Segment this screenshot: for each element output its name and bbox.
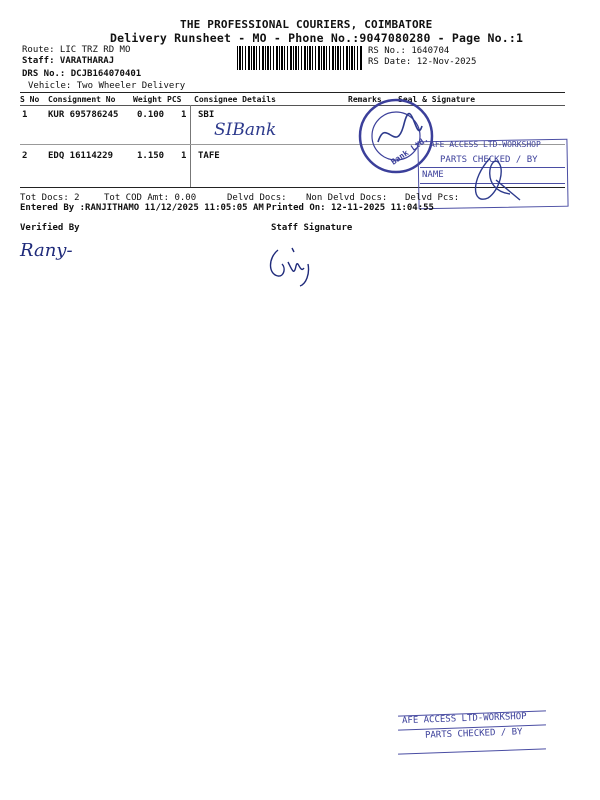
runsheet-title: Delivery Runsheet - MO - Phone No.:9047080280 - Page No.:1 [110, 31, 524, 45]
vehicle-text: Vehicle: Two Wheeler Delivery [28, 81, 186, 91]
col-remarks: Remarks [348, 95, 382, 104]
bottom-stamp-line1: AFE ACCESS LTD-WORKSHOP [401, 711, 527, 727]
total-docs: Tot Docs: 2 [20, 193, 80, 203]
row1-handwritten-note: SIBank [214, 120, 277, 140]
company-name: THE PROFESSIONAL COURIERS, COIMBATORE [180, 18, 433, 31]
bottom-stamp-line2: PARTS CHECKED / BY [424, 727, 523, 741]
col-consignment: Consignment No [48, 95, 116, 104]
delivered-pcs: Delvd Pcs: [405, 193, 460, 203]
table-header-rule [20, 105, 565, 106]
row2-pcs: 1 [181, 151, 187, 161]
row1-weight: 0.100 [137, 110, 165, 120]
tafe-stamp-line2: PARTS CHECKED / BY [440, 155, 538, 165]
row2-consignment: EDQ 16114229 [48, 151, 114, 161]
rs-number: RS No.: 1640704 [368, 46, 450, 56]
row1-sno: 1 [22, 110, 28, 120]
verified-by-label: Verified By [20, 223, 80, 233]
barcode [237, 46, 363, 70]
row1-consignee: SBI [198, 110, 215, 120]
col-divider [190, 105, 191, 187]
total-cod-amount: Tot COD Amt: 0.00 [104, 193, 197, 203]
entered-by: Entered By :RANJITHAMO 11/12/2025 11:05:05 AM [20, 203, 264, 213]
staff-text: Staff: VARATHARAJ [22, 56, 115, 66]
row2-consignee: TAFE [198, 151, 220, 161]
staff-signature [266, 240, 326, 290]
bottom-stamp-rule [398, 748, 546, 754]
bank-seal-text: Bank Ltd. [389, 134, 431, 167]
route-text: Route: LIC TRZ RD MO [22, 45, 131, 55]
verified-by-signature: Rany- [20, 240, 73, 261]
drs-number: DRS No.: DCJB164070401 [22, 69, 142, 79]
col-seal-signature: Seal & Signature [398, 95, 476, 104]
non-delivered-docs: Non Delvd Docs: [306, 193, 388, 203]
printed-on: Printed On: 12-11-2025 11:04:55 [266, 203, 434, 213]
tafe-stamp-line1: AFE ACCESS LTD-WORKSHOP [430, 140, 541, 149]
tafe-signature [460, 150, 530, 210]
row2-sno: 2 [22, 151, 28, 161]
row1-consignment: KUR 695786245 [48, 110, 119, 120]
staff-signature-label: Staff Signature [271, 223, 353, 233]
table-top-rule [20, 92, 565, 93]
col-consignee: Consignee Details [194, 95, 276, 104]
row2-weight: 1.150 [137, 151, 165, 161]
tafe-stamp-name: NAME [422, 170, 444, 180]
col-weight: Weight [133, 95, 162, 104]
col-pcs: PCS [167, 95, 182, 104]
row1-pcs: 1 [181, 110, 187, 120]
rs-date: RS Date: 12-Nov-2025 [368, 57, 477, 67]
delivered-docs: Delvd Docs: [227, 193, 287, 203]
col-sno: S No [20, 95, 40, 104]
